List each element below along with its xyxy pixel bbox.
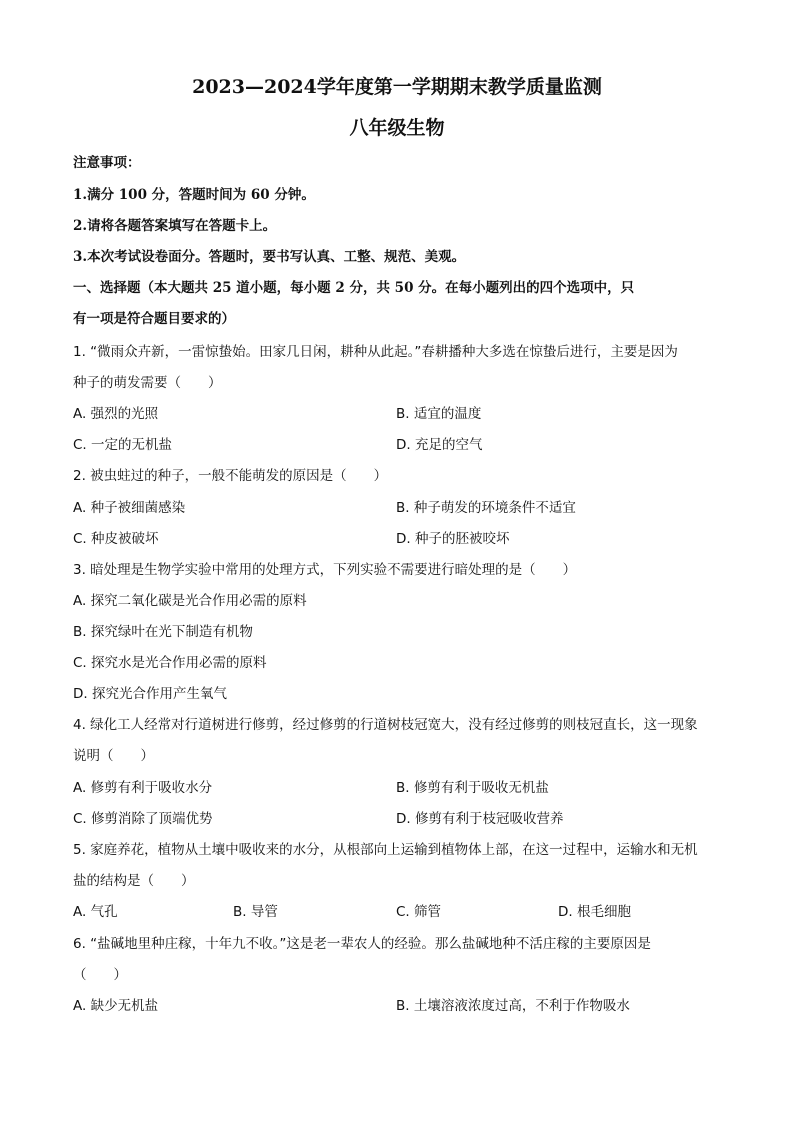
question-2-option-a: A. 种子被细菌感染 <box>73 500 186 516</box>
question-1-stem: 1. “微雨众卉新，一雷惊蛰始。田家几日闲，耕种从此起。”春耕播种大多选在惊蛰后进行，主要是因为 <box>73 344 678 360</box>
question-6-stem: （ ） <box>73 967 127 983</box>
notes-heading: 注意事项： <box>73 155 141 171</box>
question-3-option-a: A. 探究二氧化碳是光合作用必需的原料 <box>73 593 307 609</box>
question-6-option-b: B. 土壤溶液浓度过高，不利于作物吸水 <box>396 998 630 1014</box>
question-1-option-b: B. 适宜的温度 <box>396 406 482 422</box>
question-5-stem: 5. 家庭养花，植物从土壤中吸收来的水分，从根部向上运输到植物体上部，在这一过程中，运输水和无机 <box>73 842 698 858</box>
question-4-option-d: D. 修剪有利于枝冠吸收营养 <box>396 811 564 827</box>
section-heading: 一、选择题（本大题共 25 道小题，每小题 2 分，共 50 分。在每小题列出的四个选项中，只 <box>73 280 635 296</box>
exam-subtitle: 八年级生物 <box>349 117 445 139</box>
question-5-option-b: B. 导管 <box>233 904 278 920</box>
question-5-option-c: C. 筛管 <box>396 904 442 920</box>
question-5-option-a: A. 气孔 <box>73 904 118 920</box>
question-2-option-b: B. 种子萌发的环境条件不适宜 <box>396 500 576 516</box>
question-4-option-a: A. 修剪有利于吸收水分 <box>73 780 213 796</box>
question-2-option-d: D. 种子的胚被咬坏 <box>396 531 510 547</box>
question-2-stem: 2. 被虫蛀过的种子，一般不能萌发的原因是（ ） <box>73 468 388 484</box>
question-3-option-d: D. 探究光合作用产生氧气 <box>73 686 227 702</box>
question-3-option-c: C. 探究水是光合作用必需的原料 <box>73 655 267 671</box>
question-4-stem: 4. 绿化工人经常对行道树进行修剪，经过修剪的行道树枝冠宽大，没有经过修剪的则枝冠直长，这一现象 <box>73 717 698 733</box>
question-3-stem: 3. 暗处理是生物学实验中常用的处理方式，下列实验不需要进行暗处理的是（ ） <box>73 562 577 578</box>
question-4-stem: 说明（ ） <box>73 748 154 764</box>
note-item: 2.请将各题答案填写在答题卡上。 <box>73 218 277 234</box>
section-heading-cont: 有一项是符合题目要求的） <box>73 311 235 327</box>
exam-title: 2023—2024学年度第一学期期末教学质量监测 <box>192 76 602 98</box>
question-1-option-d: D. 充足的空气 <box>396 437 483 453</box>
question-1-stem: 种子的萌发需要（ ） <box>73 375 222 391</box>
note-item: 1.满分 100 分，答题时间为 60 分钟。 <box>73 187 315 203</box>
question-4-option-b: B. 修剪有利于吸收无机盐 <box>396 780 549 796</box>
question-2-option-c: C. 种皮被破坏 <box>73 531 159 547</box>
question-5-stem: 盐的结构是（ ） <box>73 873 195 889</box>
question-3-option-b: B. 探究绿叶在光下制造有机物 <box>73 624 253 640</box>
question-5-option-d: D. 根毛细胞 <box>558 904 631 920</box>
question-4-option-c: C. 修剪消除了顶端优势 <box>73 811 213 827</box>
question-1-option-c: C. 一定的无机盐 <box>73 437 173 453</box>
question-1-option-a: A. 强烈的光照 <box>73 406 159 422</box>
question-6-stem: 6. “盐碱地里种庄稼，十年九不收。”这是老一辈农人的经验。那么盐碱地种不活庄稼的主要原因是 <box>73 936 651 952</box>
note-item: 3.本次考试设卷面分。答题时，要书写认真、工整、规范、美观。 <box>73 249 466 265</box>
question-6-option-a: A. 缺少无机盐 <box>73 998 159 1014</box>
